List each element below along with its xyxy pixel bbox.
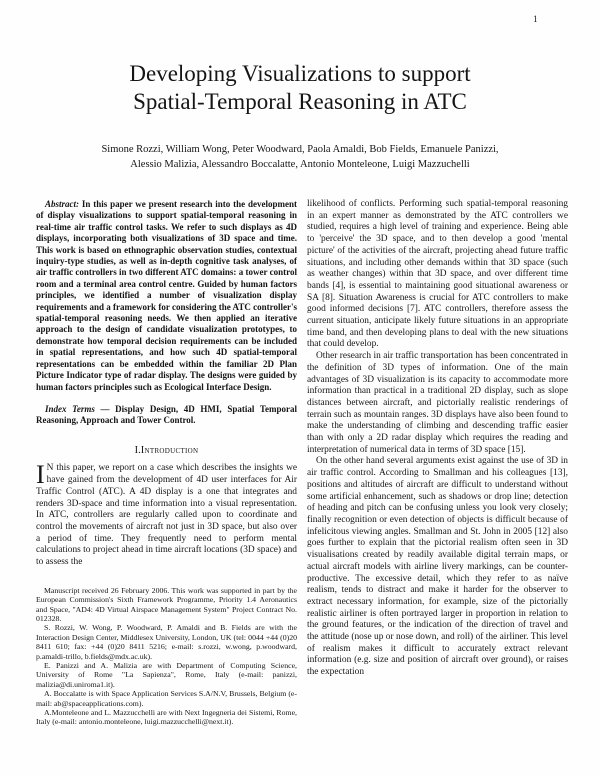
introduction-heading (36, 445, 297, 457)
body-paragraph: On the other hand several arguments exist against the use of 3D in air traffic control. According to Smallman and his colleagues [13], positions and altitudes of aircraft are difficult to understand without some artificial enhancement, such as shadows or drop line; detection of heading and pitch can be confusing unless you look very closely; finally recognition or even detection of objects is difficult because of infelicitous viewing angles. Smallman and St. John in 2005 [12] also goes further to explain that the pictorial realism often seen in 3D visualisations created by readily available digital terrain maps, or actual aircraft models with airline livery markings, can be counter-productive. The excessive detail, which they refer to as naïve realism, tends to distract and make it harder for the observer to extract necessary information, for example, size of the pictorially realistic airliner is often portrayed larger in proportion in relation to the ground features, or the indication of the direction of travel and the attitude (nose up or nose down, and roll) of the airliner. This level of realism makes it difficult to accurately extract relevant information (e.g. size and position of aircraft over ground), or raises the expectation (307, 456, 568, 678)
footnote-affiliation-rome: E. Panizzi and A. Malizia are with Department of Computing Science, University of Rome "La Sapienza", Rome, Italy (e-mail: panizzi, malizia@di.uniroma1.it). (36, 661, 297, 689)
index-terms-text: — Display Design, 4D HMI, Spatial Temporal Reasoning, Approach and Tower Control. (36, 403, 297, 426)
left-column (36, 199, 297, 727)
footnote-affiliation-space-apps: A. Boccalatte is with Space Application Services S.A/N.V, Brussels, Belgium (e-mail: ab@spaceapplications.com). (36, 689, 297, 708)
author-list-line-2: Alessio Malizia, Alessandro Boccalatte, Antonio Monteleone, Luigi Mazzuchelli (130, 159, 470, 170)
footnote-block (36, 586, 297, 727)
introduction-dropcap: I (36, 460, 45, 490)
footnote-funding: Manuscript received 26 February 2006. This work was supported in part by the European Commission's Sixth Framework Programme, Priority 1.4 Aeronautics and Space, "AD4: 4D Virtual Airspace Management System" Project Contract No. 012328. (36, 585, 297, 623)
page-number: 1 (533, 14, 538, 24)
two-column-body (36, 199, 568, 727)
introduction-heading-text: Introduction (140, 444, 199, 456)
footnote-affiliation-middlesex: S. Rozzi, W. Wong, P. Woodward, P. Amaldi and B. Fields are with the Interaction Design Center, Middlesex University, London, UK (tel: 0044 +44 (0)20 8411 610; fax: +44 (0)20 8411 5216; e-mail: s.rozzi, w.wong, p.woodward, p.amaldi-trillo, b.fields@mdx.ac.uk). (36, 623, 297, 661)
index-terms-label: Index Terms (45, 403, 95, 414)
footnote-affiliation-next: A.Monteleone and L. Mazzucchelli are with Next Ingegneria dei Sistemi, Rome, Italy (e-mail: antonio.monteleone, luigi.mazzucchelli@next.it). (36, 708, 297, 727)
abstract-text: In this paper we present research into the development of display visualizations to support spatial-temporal reasoning in real-time air traffic control tasks. We refer to such displays as 4D displays, incorporating both visualizations of 3D space and time. This work is based on ethnographic observation studies, contextual inquiry-type studies, as well as in-depth cognitive task analyses, of air traffic controllers in two different ATC domains: a tower control room and a terminal area control centre. Guided by human factors principles, we identified a number of visualization display requirements and a framework for considering the ATC controller's spatial-temporal reasoning needs. We then applied an iterative approach to the design of candidate visualization prototypes, to demonstrate how temporal decision requirements can be included in spatial representations, and how such 4D spatial-temporal representations can be embedded within the familiar 2D Plan Picture Indicator type of radar display. The designs were guided by human factors principles such as Ecological Interface Design. (36, 199, 297, 392)
paper-title-line-1: Developing Visualizations to support (129, 61, 471, 86)
right-column (307, 199, 568, 727)
paper-title (60, 60, 540, 116)
index-terms-paragraph (36, 404, 297, 427)
body-paragraph: likelihood of conflicts. Performing such spatial-temporal reasoning in an expert manner as demonstrated by the ATC controllers we studied, requires a high level of training and experience. Being able to 'perceive' the 3D space, and to then develop a good 'mental picture' of the activities of the aircraft, projecting ahead future traffic situations, and including other demands within that 3D space (such as weather changes) within that 3D space, and over different time bands [4], is essential to maintaining good situational awareness or SA [8]. Situation Awareness is crucial for ATC controllers to make good informed decisions [7]. ATC controllers, therefore assess the current situation, anticipate likely future situations in an appropriate time band, and then developing plans to deal with the new situations that could develop. (307, 199, 568, 350)
author-list-line-1: Simone Rozzi, William Wong, Peter Woodward, Paola Amaldi, Bob Fields, Emanuele Panizzi, (101, 144, 499, 155)
abstract-paragraph (36, 199, 297, 393)
paper-title-line-2: Spatial-Temporal Reasoning in ATC (133, 89, 467, 114)
author-list (40, 142, 560, 172)
abstract-label: Abstract: (45, 199, 80, 209)
introduction-heading-numeral: I. (134, 444, 141, 456)
introduction-paragraph (36, 460, 297, 568)
introduction-paragraph-text: N this paper, we report on a case which describes the insights we have gained from the development of 4D user interfaces for Air Traffic Control (ATC). A 4D display is a one that integrates and renders 3D-space and time information into a visual representation. In ATC, controllers are regularly called upon to coordinate and control the movements of aircraft not just in 3D space, but also over a period of time. They frequently need to perform mental calculations to project ahead in time aircraft locations (3D space) and to assess the (36, 463, 297, 568)
body-paragraph: Other research in air traffic transportation has been concentrated in the definition of 3D types of information. One of the main advantages of 3D visualization is its capacity to accommodate more information than practical in a traditional 2D display, such as slope distances between aircraft, and pictorially realistic renderings of terrain such as mountain ranges. 3D displays have also been found to make the understanding of climbing and descending traffic easier than with only a 2D radar display which requires the reading and interpretation of numerical data in terms of 3D space [15]. (307, 351, 568, 455)
